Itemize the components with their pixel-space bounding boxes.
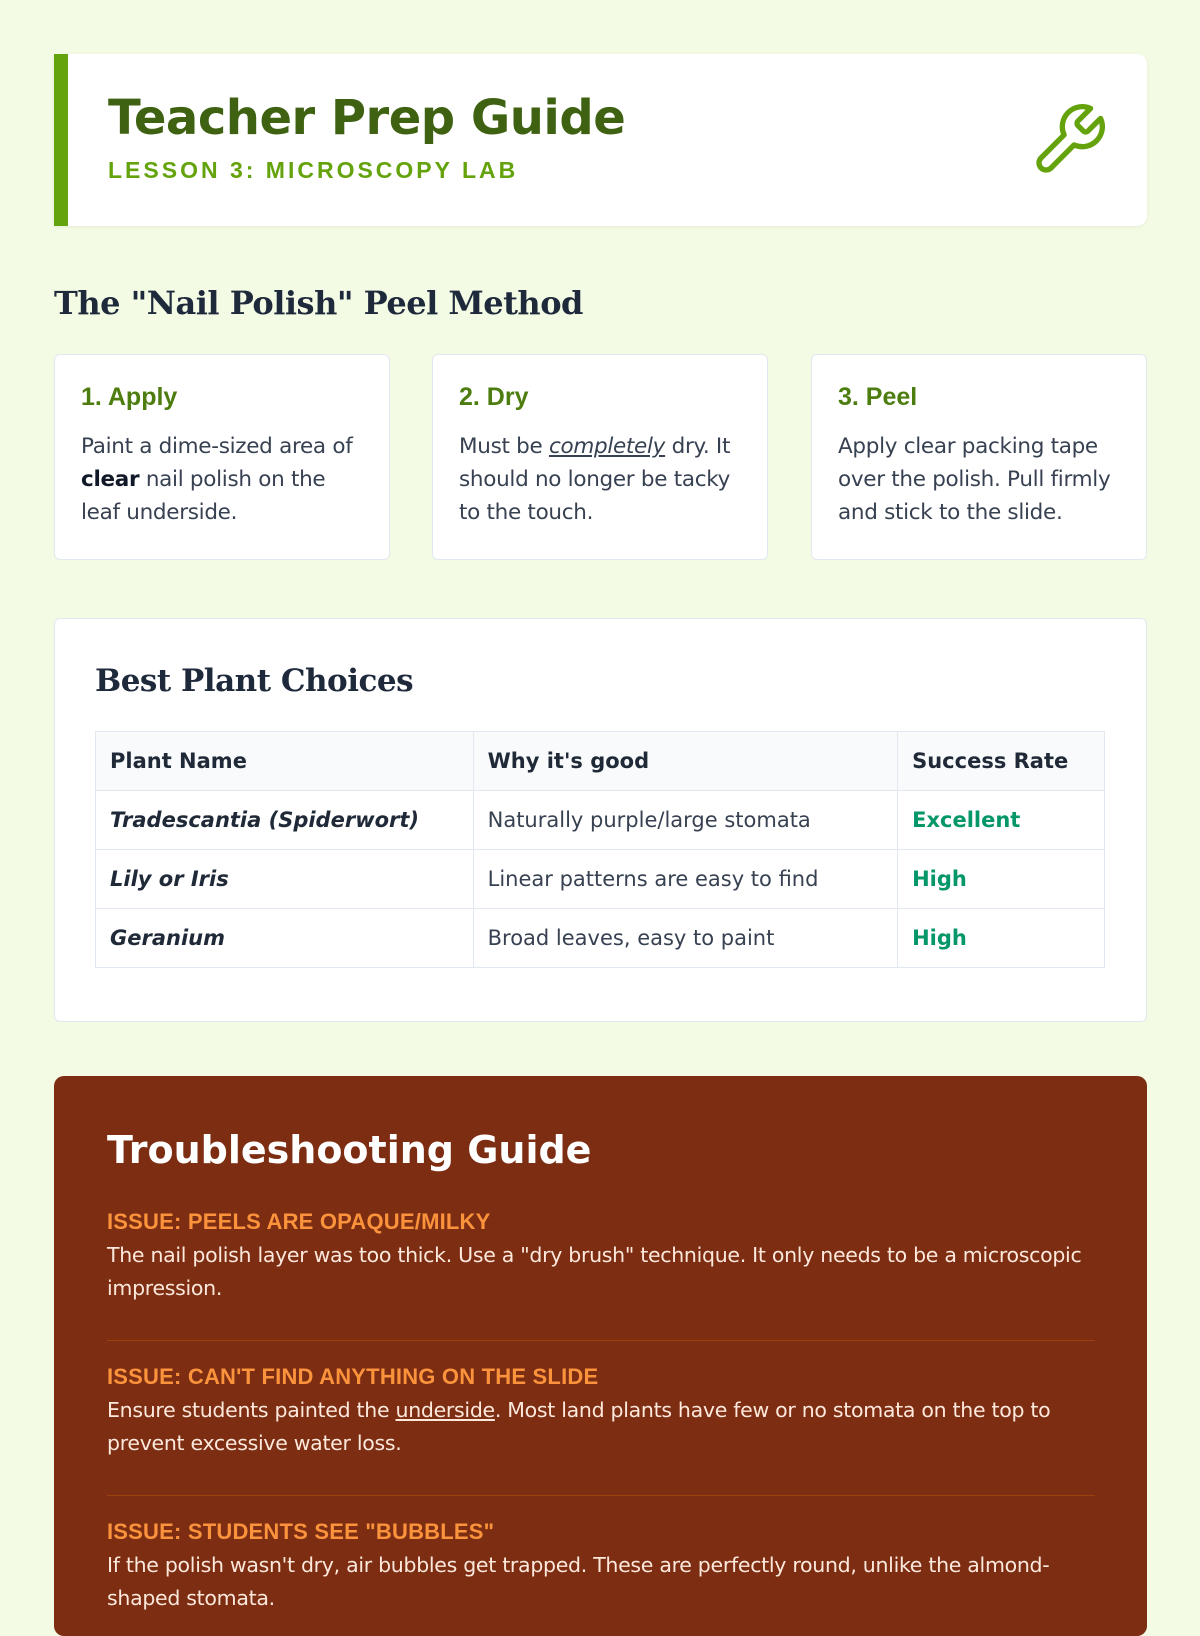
plant-table [95, 731, 1105, 968]
issue-body: If the polish wasn't dry, air bubbles get trapped. These are perfectly round, unlike the almond-shaped stomata. [107, 1553, 1050, 1610]
column-header-why: Why it's good [473, 732, 897, 791]
plant-name-cell: Geranium [96, 909, 474, 968]
issue-divider [107, 1495, 1095, 1496]
header-card [54, 54, 1147, 226]
step-text [459, 430, 741, 529]
step-card-dry [432, 354, 768, 560]
issue-heading: ISSUE: CAN'T FIND ANYTHING ON THE SLIDE [107, 1364, 599, 1389]
issue-emphasis: underside [395, 1398, 495, 1422]
plant-rate-cell: High [898, 909, 1105, 968]
issue-heading: ISSUE: PEELS ARE OPAQUE/MILKY [107, 1209, 491, 1234]
step-emphasis: clear [81, 467, 140, 492]
plant-rate-cell: Excellent [898, 791, 1105, 850]
troubleshooting-title: Troubleshooting Guide [107, 1128, 592, 1172]
plant-why-cell: Linear patterns are easy to find [473, 850, 897, 909]
issue-nothing-on-slide [107, 1364, 1095, 1460]
table-row [96, 850, 1105, 909]
plant-choices-card [54, 618, 1147, 1022]
issue-body-part: . Most land plants have few or no stomata on the top to prevent excessive water loss. [107, 1398, 1051, 1455]
method-section-title: The "Nail Polish" Peel Method [54, 284, 583, 322]
plant-rate-cell: High [898, 850, 1105, 909]
plant-name-cell: Lily or Iris [96, 850, 474, 909]
issue-body [107, 1394, 1095, 1460]
column-header-plant-name: Plant Name [96, 732, 474, 791]
table-header-row [96, 732, 1105, 791]
step-text-part: Paint a dime-sized area of [81, 434, 353, 459]
issue-bubbles [107, 1519, 1095, 1615]
step-text-part: nail polish on the leaf underside. [81, 467, 326, 525]
step-card-peel [811, 354, 1147, 560]
issue-divider [107, 1340, 1095, 1341]
column-header-success-rate: Success Rate [898, 732, 1105, 791]
plant-choices-title: Best Plant Choices [95, 663, 414, 699]
issue-body-part: Ensure students painted the [107, 1398, 396, 1422]
table-row [96, 791, 1105, 850]
step-text: Apply clear packing tape over the polish. Pull firmly and stick to the slide. [838, 434, 1111, 525]
page-title: Teacher Prep Guide [108, 90, 626, 146]
plant-why-cell: Naturally purple/large stomata [473, 791, 897, 850]
step-text-part: dry. It should no longer be tacky to the touch. [459, 434, 731, 525]
plant-name-cell: Tradescantia (Spiderwort) [96, 791, 474, 850]
step-emphasis: completely [548, 434, 666, 459]
plant-why-cell: Broad leaves, easy to paint [473, 909, 897, 968]
issue-body: The nail polish layer was too thick. Use a "dry brush" technique. It only needs to be a microscopic impression. [107, 1243, 1082, 1300]
step-title: 3. Peel [838, 383, 918, 411]
steps-list [54, 354, 1147, 564]
wrench-icon [1029, 100, 1109, 180]
lesson-subtitle: LESSON 3: MICROSCOPY LAB [108, 157, 519, 183]
issue-heading: ISSUE: STUDENTS SEE "BUBBLES" [107, 1519, 495, 1544]
issue-opaque-peels [107, 1209, 1095, 1305]
troubleshooting-card [54, 1076, 1147, 1636]
step-text [81, 430, 363, 529]
step-text-part: Must be [459, 434, 549, 459]
page [54, 54, 1147, 1610]
step-title: 1. Apply [81, 383, 178, 411]
step-title: 2. Dry [459, 383, 529, 411]
step-card-apply [54, 354, 390, 560]
table-row [96, 909, 1105, 968]
